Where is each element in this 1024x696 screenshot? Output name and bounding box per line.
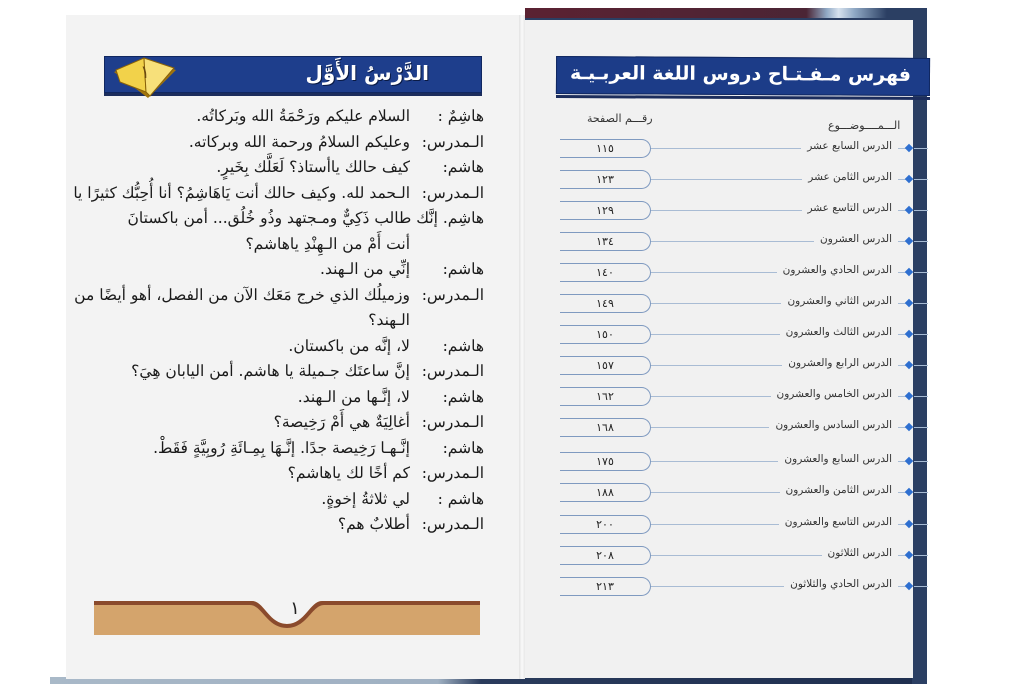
speech-text: هاشِم. إنَّك طالب ذَكِيٌّ ومـجتهد وذُو خُلُق... أمن باكستانَ xyxy=(127,209,484,227)
speaker-name: الـمدرس: xyxy=(421,183,484,202)
index-title-banner xyxy=(556,56,930,96)
toc-title: الدرس الثلاثون xyxy=(822,547,898,559)
speech-text: لا، إنَّه من باكستان. xyxy=(288,336,410,355)
toc-title: الدرس التاسع عشر xyxy=(802,202,899,214)
toc-page-number: ١٤٠ xyxy=(560,263,651,282)
bullet-icon xyxy=(905,361,913,369)
toc-entry[interactable] xyxy=(560,577,920,597)
column-header-topic: الـــمــــوضـــوع xyxy=(828,119,901,132)
toc-page-number: ٢١٣ xyxy=(560,577,651,596)
toc-title: الدرس العشرون xyxy=(814,233,898,245)
bullet-icon xyxy=(905,330,913,338)
dialogue-line xyxy=(96,104,484,130)
speech-text: أنت أَمْ من الـهِنْدِ ياهاشم؟ xyxy=(245,234,410,253)
bullet-icon xyxy=(905,423,913,431)
bullet-icon xyxy=(905,488,913,496)
toc-title: الدرس الثاني والعشرون xyxy=(781,295,898,307)
bullet-icon xyxy=(905,457,913,465)
speaker-name: الـمدرس: xyxy=(421,132,484,151)
toc-title: الدرس الثالث والعشرون xyxy=(780,326,898,338)
toc-entry[interactable] xyxy=(560,263,920,283)
dialogue-line xyxy=(96,512,484,538)
speaker-name: هاشم: xyxy=(442,260,484,278)
speaker-name: الـمدرس: xyxy=(421,285,484,304)
toc-title: الدرس الحادي والثلاثون xyxy=(784,578,898,590)
toc-entry[interactable] xyxy=(560,483,920,503)
speech-text: كيف حالك ياأستاذ؟ لَعَلَّك بِخَيرٍ. xyxy=(216,158,410,176)
toc-entry[interactable] xyxy=(560,201,920,221)
toc-page-number: ١٧٥ xyxy=(560,452,651,471)
toc-title: الدرس الثامن والعشرون xyxy=(780,484,899,496)
toc-title: الدرس الرابع والعشرون xyxy=(782,357,898,369)
toc-entry[interactable] xyxy=(560,139,920,159)
bullet-icon xyxy=(905,144,913,152)
open-book-icon xyxy=(110,52,180,100)
dialogue-line xyxy=(96,410,484,436)
toc-page-number: ١٦٢ xyxy=(560,387,651,406)
book-spine xyxy=(519,15,525,679)
speech-text: أغالِيَةٌ هي أَمْ رَخِيصة؟ xyxy=(273,413,410,431)
dialogue-line xyxy=(96,487,484,513)
dialogue-line xyxy=(96,334,484,360)
toc-entry[interactable] xyxy=(560,546,920,566)
toc-title: الدرس السابع عشر xyxy=(801,140,898,152)
toc-title: الدرس التاسع والعشرون xyxy=(779,516,898,528)
speaker-name: هاشم: xyxy=(442,438,484,457)
toc-page-number: ١٥٧ xyxy=(560,356,651,375)
toc-entry[interactable] xyxy=(560,515,920,535)
toc-entry[interactable] xyxy=(560,387,920,407)
toc-entry[interactable] xyxy=(560,294,920,314)
toc-title: الدرس السادس والعشرون xyxy=(769,419,898,431)
dialogue-line xyxy=(96,461,484,487)
lesson-badge-number: ١ xyxy=(140,62,150,83)
dialogue-line xyxy=(96,308,484,334)
speech-text: لي ثلاثةُ إخوةٍ. xyxy=(321,489,410,508)
toc-page-number: ٢٠٨ xyxy=(560,546,651,565)
toc-title: الدرس السابع والعشرون xyxy=(778,453,898,465)
speech-text: الـحمد لله. وكيف حالك أنت يَاهَاشِمُ؟ أنا أُحِبُّك كثيرًا يا xyxy=(73,183,410,202)
dialogue-line xyxy=(96,385,484,411)
speaker-name: هاشم: xyxy=(442,387,484,406)
speaker-name: هاشم : xyxy=(437,489,484,508)
toc-page-number: ١٨٨ xyxy=(560,483,651,502)
speaker-name: هاشم: xyxy=(442,158,484,176)
toc-entry[interactable] xyxy=(560,452,920,472)
toc-title: الدرس الثامن عشر xyxy=(802,171,898,183)
toc-page-number: ١٢٩ xyxy=(560,201,651,220)
toc-page-number: ١٤٩ xyxy=(560,294,651,313)
speech-text: أطلابٌ هم؟ xyxy=(337,515,410,533)
dialogue-line xyxy=(96,155,484,181)
dialogue-line xyxy=(74,283,484,309)
speaker-name: الـمدرس: xyxy=(421,413,484,431)
speech-text: السلام عليكم ورَحْمَةُ الله وبَركاتُه. xyxy=(196,107,410,125)
toc-page-number: ١٥٠ xyxy=(560,325,651,344)
toc-page-number: ٢٠٠ xyxy=(560,515,651,534)
dialogue-line xyxy=(96,359,484,385)
toc-title: الدرس الحادي والعشرون xyxy=(777,264,898,276)
speech-text: وزميلُك الذي خرج مَعَك الآن من الفصل، أهو أيضًا من xyxy=(74,285,410,304)
speaker-name: الـمدرس: xyxy=(421,362,484,380)
bullet-icon xyxy=(905,206,913,214)
bullet-icon xyxy=(905,299,913,307)
speech-text: لا، إنَّـها من الـهند. xyxy=(297,387,410,406)
toc-page-number: ١٦٨ xyxy=(560,418,651,437)
bullet-icon xyxy=(905,175,913,183)
page-number: ١ xyxy=(290,598,300,619)
speaker-name: الـمدرس: xyxy=(421,515,484,533)
toc-entry[interactable] xyxy=(560,325,920,345)
speech-text: إنَّـهـا رَخِيصة جدًا. إنَّـهَا بِمِـائَةِ رُوبِيَّةٍ فَقَطْ. xyxy=(153,438,410,457)
toc-page-number: ١٢٣ xyxy=(560,170,651,189)
bullet-icon xyxy=(905,268,913,276)
speech-text: إنَّ ساعتَك جـميلة يا هاشم. أمن اليابان هِيَ؟ xyxy=(131,362,410,380)
index-title: فهرس مـفـتـاح دروس اللغة العربـيـة xyxy=(570,62,912,86)
column-header-page: رقـــم الصفحة xyxy=(587,112,653,125)
speaker-name: هاشِمٌ : xyxy=(437,107,484,125)
dialogue-line xyxy=(73,181,484,207)
speaker-name: هاشم: xyxy=(442,336,484,355)
dialogue-line xyxy=(96,257,484,283)
speech-text: إنِّي من الـهند. xyxy=(320,260,410,278)
lesson-title: الدَّرْسُ الأَوَّل xyxy=(305,61,429,85)
dialogue-line xyxy=(96,232,484,258)
toc-entry[interactable] xyxy=(560,418,920,438)
toc-entry[interactable] xyxy=(560,356,920,376)
bullet-icon xyxy=(905,551,913,559)
toc-page-number: ١١٥ xyxy=(560,139,651,158)
bullet-icon xyxy=(905,582,913,590)
toc-entry[interactable] xyxy=(560,170,920,190)
speech-text: كم أخًا لك ياهاشم؟ xyxy=(287,464,410,482)
bullet-icon xyxy=(905,392,913,400)
book-cover-edge xyxy=(525,8,927,18)
speech-text: وعليكم السلامُ ورحمة الله وبركاته. xyxy=(188,132,410,151)
speaker-name: الـمدرس: xyxy=(421,464,484,482)
dialogue-line xyxy=(96,130,484,156)
speech-text: الـهند؟ xyxy=(368,311,410,329)
bullet-icon xyxy=(905,520,913,528)
dialogue-text xyxy=(73,104,484,538)
bullet-icon xyxy=(905,237,913,245)
toc-entry[interactable] xyxy=(560,232,920,252)
toc-title: الدرس الخامس والعشرون xyxy=(771,388,899,400)
dialogue-line xyxy=(96,436,484,462)
dialogue-line xyxy=(96,206,484,232)
toc-page-number: ١٣٤ xyxy=(560,232,651,251)
